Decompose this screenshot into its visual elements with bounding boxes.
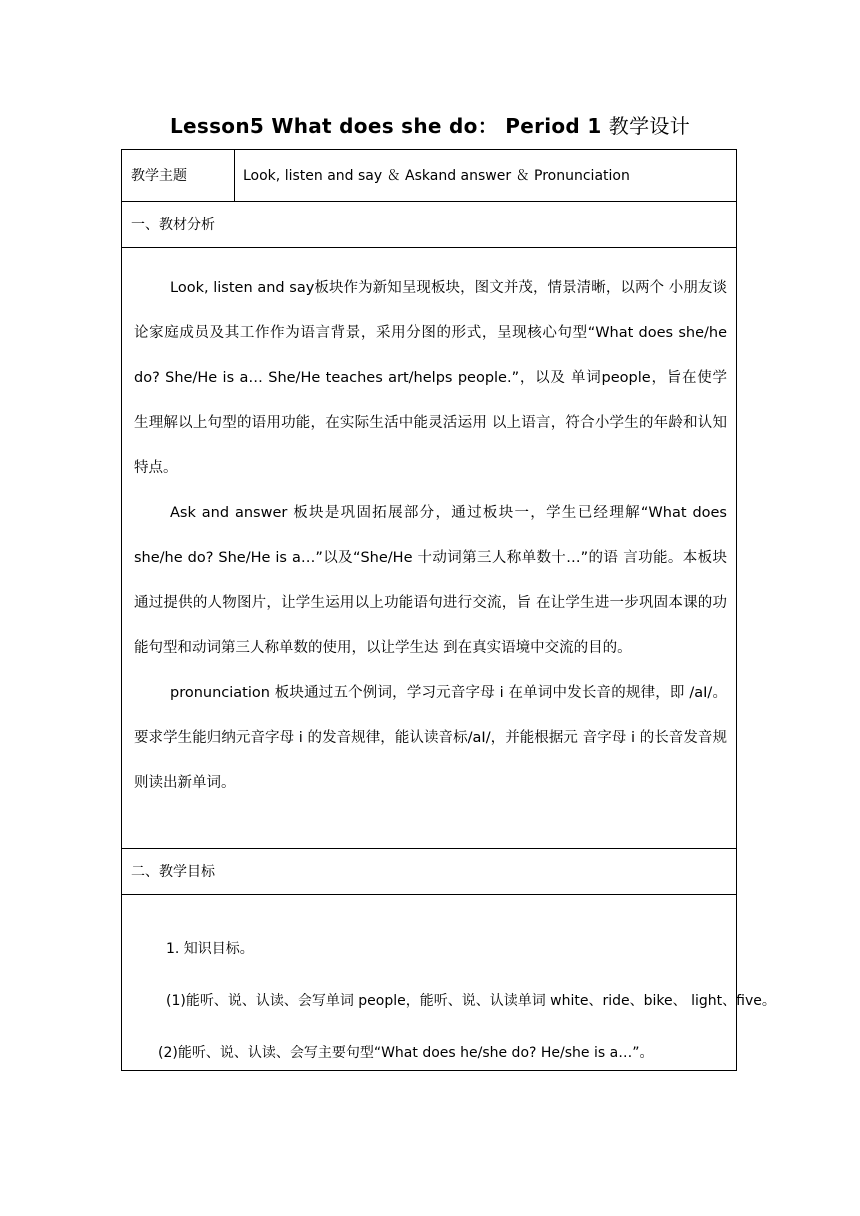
topic-label: 教学主题	[122, 150, 235, 201]
goal-item: (2)能听、说、认读、会写主要句型“What does he/she do? He/she is a…”。	[158, 1045, 654, 1061]
document-title	[0, 112, 860, 140]
section-heading-textbook-analysis: 一、教材分析	[122, 202, 736, 248]
teaching-goals-content	[122, 895, 776, 1070]
textbook-analysis-content	[122, 248, 736, 849]
lesson-plan-table	[121, 149, 776, 1071]
topic-value: Look, listen and say ＆ Askand answer ＆ Pronunciation	[243, 168, 630, 184]
goal-item: 1. 知识目标。	[166, 941, 254, 957]
analysis-paragraph: Look, listen and say板块作为新知呈现板块，图文并茂，情景清晰，以两个 小朋友谈论家庭成员及其工作作为语言背景，采用分图的形式，呈现核心句型“What does she/he do? She/He is a… She/He teaches art/helps people.”，以及 单词people，旨在使学生理解以上句型的语用功能，在实际生活中能灵活运用 以上语言，符合小学生的年龄和认知特点。	[134, 280, 727, 476]
document-title-en: Lesson5 What does she do： Period 1	[169, 114, 609, 138]
topic-row	[122, 150, 736, 202]
section-heading-teaching-goals: 二、教学目标	[122, 849, 736, 895]
analysis-paragraph: Ask and answer 板块是巩固拓展部分，通过板块一，学生已经理解“What does she/he do? She/He is a…”以及“She/He 十动词第三人称单数十…”的语 言功能。本板块通过提供的人物图片，让学生运用以上功能语句进行交流，旨 在让学生进一步巩固本课的功能句型和动词第三人称单数的使用，以让学生达 到在真实语境中交流的目的。	[134, 505, 727, 656]
goal-item: (1)能听、说、认读、会写单词 people，能听、说、认读单词 white、ride、bike、 light、five。	[166, 993, 776, 1009]
analysis-paragraph: pronunciation 板块通过五个例词，学习元音字母 i 在单词中发长音的规律，即 /aI/。要求学生能归纳元音字母 i 的发音规律，能认读音标/aI/，并能根据元 音字母 i 的长音发音规则读出新单词。	[134, 685, 727, 791]
document-title-cn: 教学设计	[608, 114, 690, 138]
